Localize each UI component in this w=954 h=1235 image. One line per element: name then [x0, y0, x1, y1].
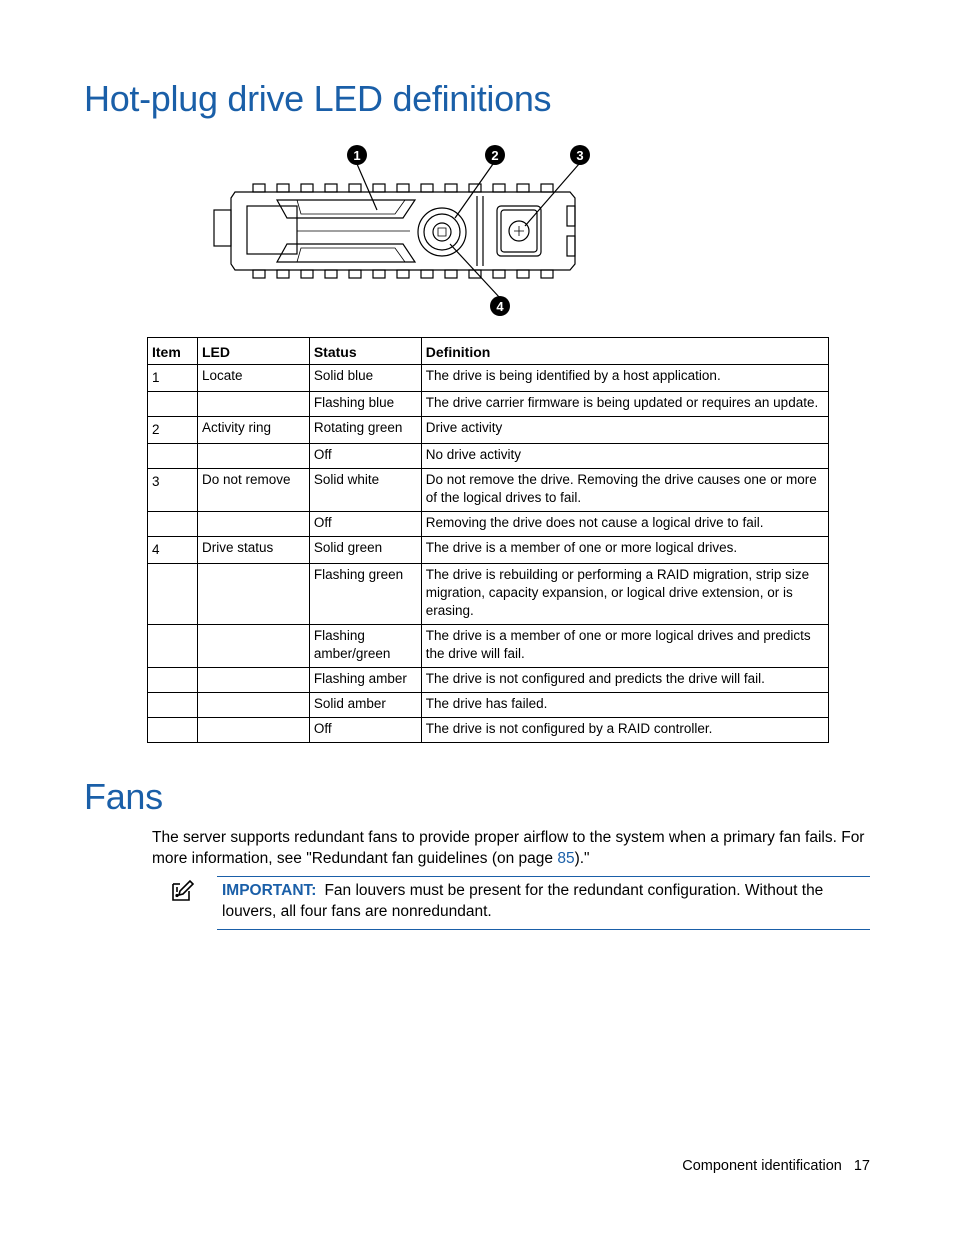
important-note-icon — [170, 879, 194, 903]
cell-status: Off — [309, 512, 421, 537]
table-row — [148, 668, 829, 693]
cell-definition: No drive activity — [421, 444, 828, 469]
table-row — [148, 365, 829, 392]
cell-item: 1 — [148, 365, 198, 392]
cell-led: Locate — [197, 365, 309, 392]
cell-item — [148, 392, 198, 417]
cell-definition: Removing the drive does not cause a logical drive to fail. — [421, 512, 828, 537]
cell-status: Flashing amber — [309, 668, 421, 693]
footer-page-number: 17 — [853, 1158, 870, 1174]
table-header-row — [148, 338, 829, 365]
svg-text:3: 3 — [576, 148, 584, 163]
table-row — [148, 718, 829, 743]
cell-status: Flashing green — [309, 564, 421, 625]
cell-status: Solid amber — [309, 693, 421, 718]
cell-led — [197, 625, 309, 668]
svg-text:1: 1 — [353, 148, 361, 163]
svg-text:2: 2 — [491, 148, 499, 163]
cell-status: Off — [309, 718, 421, 743]
cell-definition: The drive is rebuilding or performing a RAID migration, strip size migration, capacity expansion, or logical drive extension, or is erasing. — [421, 564, 828, 625]
note-label: IMPORTANT: — [222, 882, 317, 899]
cell-led: Activity ring — [197, 417, 309, 444]
svg-text:4: 4 — [496, 299, 504, 314]
cell-definition: The drive is being identified by a host application. — [421, 365, 828, 392]
callout-4 — [490, 296, 510, 316]
note-text: Fan louvers must be present for the redundant configuration. Without the louvers, all four fans are nonredundant. — [222, 882, 824, 920]
page-reference-link[interactable]: 85 — [557, 850, 575, 867]
cell-item — [148, 668, 198, 693]
fans-paragraph-end: )." — [574, 850, 590, 867]
cell-item — [148, 444, 198, 469]
cell-item — [148, 564, 198, 625]
cell-definition: The drive is not configured by a RAID controller. — [421, 718, 828, 743]
header-item: Item — [148, 338, 198, 365]
cell-definition: The drive is not configured and predicts the drive will fail. — [421, 668, 828, 693]
cell-status: Solid blue — [309, 365, 421, 392]
fans-paragraph-text: The server supports redundant fans to provide proper airflow to the system when a primary fan fails. For more information, see "Redundant fan guidelines (on page — [152, 829, 865, 867]
callout-2 — [485, 145, 505, 165]
cell-status: Solid green — [309, 537, 421, 564]
cell-item: 4 — [148, 537, 198, 564]
cell-status: Off — [309, 444, 421, 469]
led-definitions-table — [147, 337, 829, 743]
header-definition: Definition — [421, 338, 828, 365]
callout-1 — [347, 145, 367, 165]
table-row — [148, 417, 829, 444]
cell-led — [197, 392, 309, 417]
cell-definition: Drive activity — [421, 417, 828, 444]
cell-item — [148, 693, 198, 718]
cell-definition: The drive is a member of one or more logical drives. — [421, 537, 828, 564]
cell-status: Flashing amber/green — [309, 625, 421, 668]
cell-status: Solid white — [309, 469, 421, 512]
table-row — [148, 537, 829, 564]
cell-item — [148, 625, 198, 668]
header-status: Status — [309, 338, 421, 365]
table-row — [148, 469, 829, 512]
table-row — [148, 564, 829, 625]
hot-plug-drive-diagram — [205, 140, 595, 320]
cell-item — [148, 512, 198, 537]
cell-status: Flashing blue — [309, 392, 421, 417]
cell-item: 2 — [148, 417, 198, 444]
cell-definition: The drive carrier firmware is being updated or requires an update. — [421, 392, 828, 417]
cell-led — [197, 564, 309, 625]
cell-led — [197, 512, 309, 537]
cell-definition: Do not remove the drive. Removing the drive causes one or more of the logical drives to fail. — [421, 469, 828, 512]
table-row — [148, 512, 829, 537]
cell-item: 3 — [148, 469, 198, 512]
table-row — [148, 392, 829, 417]
cell-definition: The drive is a member of one or more logical drives and predicts the drive will fail. — [421, 625, 828, 668]
cell-item — [148, 718, 198, 743]
table-row — [148, 625, 829, 668]
table-row — [148, 693, 829, 718]
page-title: Hot-plug drive LED definitions — [84, 78, 552, 119]
header-led: LED — [197, 338, 309, 365]
cell-led — [197, 718, 309, 743]
footer-section: Component identification — [682, 1158, 842, 1174]
cell-definition: The drive has failed. — [421, 693, 828, 718]
table-row — [148, 444, 829, 469]
important-note — [217, 876, 870, 930]
callout-3 — [570, 145, 590, 165]
cell-led: Drive status — [197, 537, 309, 564]
cell-led: Do not remove — [197, 469, 309, 512]
cell-led — [197, 444, 309, 469]
section-title-fans: Fans — [84, 776, 163, 817]
cell-status: Rotating green — [309, 417, 421, 444]
cell-led — [197, 693, 309, 718]
page-footer — [682, 1158, 870, 1174]
fans-paragraph — [152, 827, 872, 869]
cell-led — [197, 668, 309, 693]
